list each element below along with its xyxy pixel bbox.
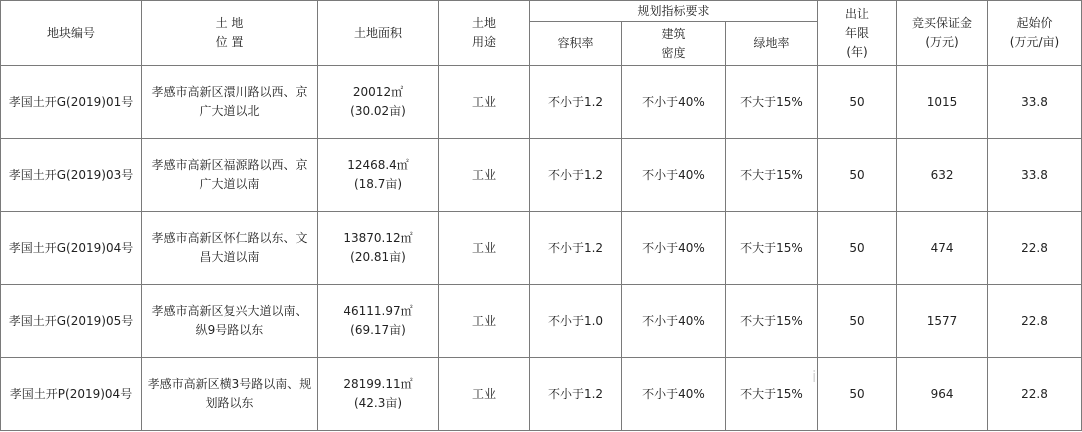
table-row bbox=[1, 358, 1082, 431]
area-mu: (42.3亩) bbox=[353, 396, 403, 410]
parcel-area bbox=[318, 212, 439, 285]
start-price: 22.8 bbox=[988, 358, 1082, 431]
table-row bbox=[1, 212, 1082, 285]
parcel-area bbox=[318, 285, 439, 358]
start-price: 33.8 bbox=[988, 66, 1082, 139]
parcel-area bbox=[318, 66, 439, 139]
area-mu: (30.02亩) bbox=[350, 104, 406, 118]
header-deposit: 竞买保证金 (万元) bbox=[897, 1, 988, 66]
parcel-location: 孝感市高新区横3号路以南、规划路以东 bbox=[142, 358, 318, 431]
header-parcel-no: 地块编号 bbox=[1, 1, 142, 66]
building-density: 不小于40% bbox=[622, 285, 726, 358]
building-density: 不小于40% bbox=[622, 212, 726, 285]
deposit: 1015 bbox=[897, 66, 988, 139]
parcel-no: 孝国土开G(2019)05号 bbox=[1, 285, 142, 358]
header-density: 建筑 密度 bbox=[622, 22, 726, 66]
area-m2: 46111.97㎡ bbox=[343, 304, 413, 318]
term-years: 50 bbox=[818, 285, 897, 358]
green-ratio: 不大于15% bbox=[726, 212, 818, 285]
table-row bbox=[1, 66, 1082, 139]
parcel-usage: 工业 bbox=[439, 139, 530, 212]
header-term: 出让 年限 (年) bbox=[818, 1, 897, 66]
start-price: 22.8 bbox=[988, 212, 1082, 285]
table-row bbox=[1, 285, 1082, 358]
parcel-usage: 工业 bbox=[439, 358, 530, 431]
plot-ratio: 不小于1.2 bbox=[530, 139, 622, 212]
parcel-no: 孝国土开P(2019)04号 bbox=[1, 358, 142, 431]
building-density: 不小于40% bbox=[622, 358, 726, 431]
parcel-usage: 工业 bbox=[439, 212, 530, 285]
term-years: 50 bbox=[818, 358, 897, 431]
parcel-usage: 工业 bbox=[439, 66, 530, 139]
header-location: 土 地 位 置 bbox=[142, 1, 318, 66]
start-price: 22.8 bbox=[988, 285, 1082, 358]
parcel-usage: 工业 bbox=[439, 285, 530, 358]
table-body bbox=[1, 66, 1082, 431]
building-density: 不小于40% bbox=[622, 66, 726, 139]
header-start-price: 起始价 (万元/亩) bbox=[988, 1, 1082, 66]
header-green-ratio: 绿地率 bbox=[726, 22, 818, 66]
area-m2: 28199.11㎡ bbox=[343, 377, 413, 391]
parcel-location: 孝感市高新区怀仁路以东、文昌大道以南 bbox=[142, 212, 318, 285]
green-ratio: 不大于15% bbox=[726, 285, 818, 358]
plot-ratio: 不小于1.2 bbox=[530, 358, 622, 431]
table-row bbox=[1, 139, 1082, 212]
parcel-no: 孝国土开G(2019)04号 bbox=[1, 212, 142, 285]
area-m2: 12468.4㎡ bbox=[347, 158, 409, 172]
deposit: 1577 bbox=[897, 285, 988, 358]
watermark-glyph: i bbox=[812, 367, 817, 386]
plot-ratio: 不小于1.2 bbox=[530, 212, 622, 285]
parcel-no: 孝国土开G(2019)01号 bbox=[1, 66, 142, 139]
parcel-area bbox=[318, 139, 439, 212]
green-ratio: 不大于15% bbox=[726, 358, 818, 431]
parcel-area bbox=[318, 358, 439, 431]
area-mu: (18.7亩) bbox=[353, 177, 403, 191]
parcel-no: 孝国土开G(2019)03号 bbox=[1, 139, 142, 212]
deposit: 632 bbox=[897, 139, 988, 212]
header-planning: 规划指标要求 bbox=[530, 1, 818, 22]
green-ratio: 不大于15% bbox=[726, 66, 818, 139]
area-m2: 13870.12㎡ bbox=[343, 231, 413, 245]
deposit: 964 bbox=[897, 358, 988, 431]
term-years: 50 bbox=[818, 139, 897, 212]
building-density: 不小于40% bbox=[622, 139, 726, 212]
plot-ratio: 不小于1.2 bbox=[530, 66, 622, 139]
start-price: 33.8 bbox=[988, 139, 1082, 212]
parcel-location: 孝感市高新区复兴大道以南、纵9号路以东 bbox=[142, 285, 318, 358]
area-mu: (69.17亩) bbox=[350, 323, 406, 337]
parcel-location: 孝感市高新区福源路以西、京广大道以南 bbox=[142, 139, 318, 212]
header-row-1 bbox=[1, 1, 1082, 22]
header-area: 土地面积 bbox=[318, 1, 439, 66]
deposit: 474 bbox=[897, 212, 988, 285]
term-years: 50 bbox=[818, 212, 897, 285]
area-m2: 20012㎡ bbox=[352, 85, 404, 99]
plot-ratio: 不小于1.0 bbox=[530, 285, 622, 358]
green-ratio: 不大于15% bbox=[726, 139, 818, 212]
header-usage: 土地 用途 bbox=[439, 1, 530, 66]
area-mu: (20.81亩) bbox=[350, 250, 406, 264]
header-plot-ratio: 容积率 bbox=[530, 22, 622, 66]
parcel-location: 孝感市高新区澴川路以西、京广大道以北 bbox=[142, 66, 318, 139]
term-years: 50 bbox=[818, 66, 897, 139]
